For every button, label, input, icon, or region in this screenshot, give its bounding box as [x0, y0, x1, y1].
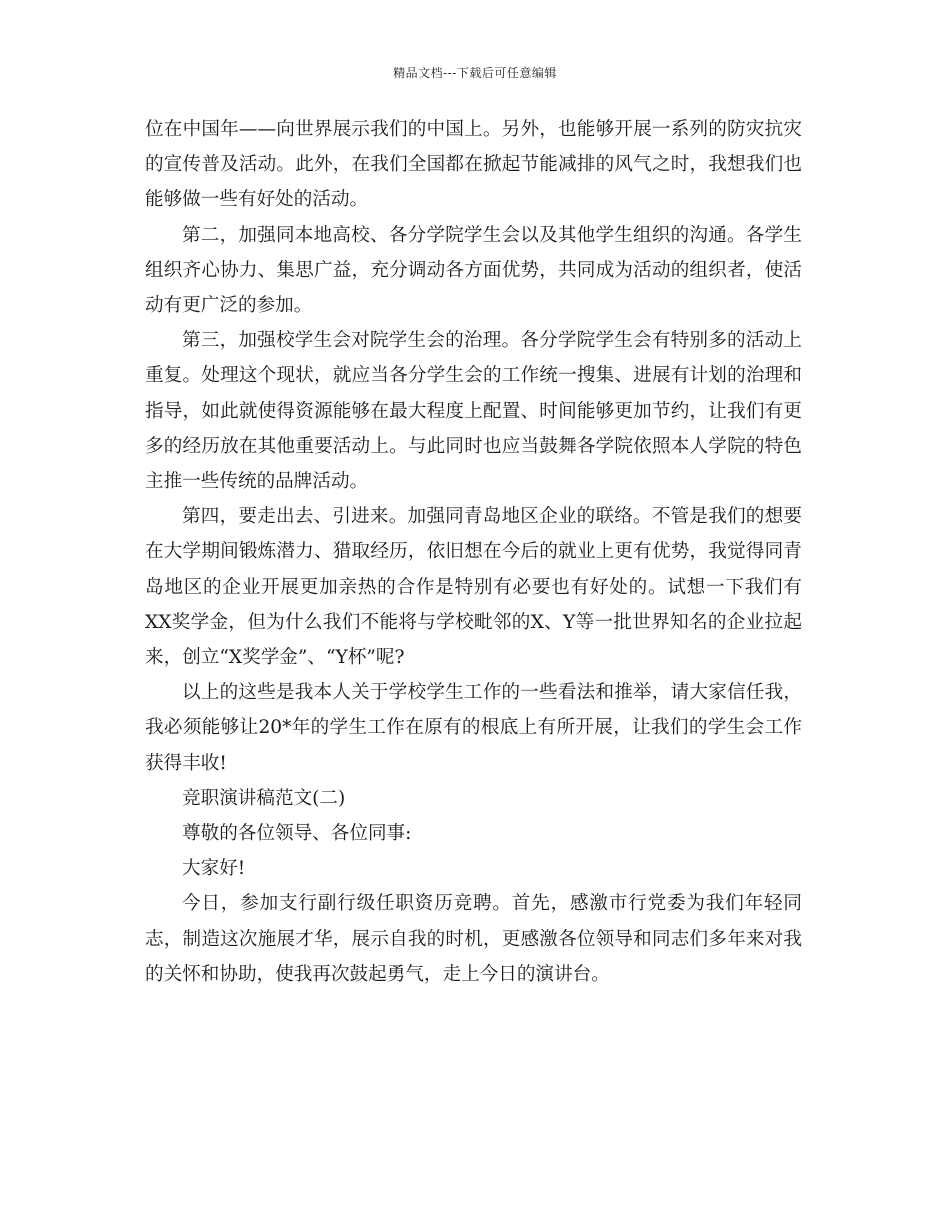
paragraph-second-point: 第二，加强同本地高校、各分学院学生会以及其他学生组织的沟通。各学生组织齐心协力、集思广益，充分调动各方面优势，共同成为活动的组织者，使活动有更广泛的参加。 — [145, 224, 802, 317]
section-title: 竞职演讲稿范文(二) — [182, 787, 346, 809]
document-body — [145, 112, 802, 992]
paragraph-conclusion: 以上的这些是我本人关于学校学生工作的一些看法和推举，请大家信任我，我必须能够让20*年的学生工作在原有的根底上有所开展，让我们的学生会工作获得丰收! — [145, 682, 802, 774]
paragraph-third-point: 第三，加强校学生会对院学生会的治理。各分学院学生会有特别多的活动上重复。处理这个现状，就应当各分学生会的工作统一搜集、进展有计划的治理和指导，如此就使得资源能够在最大程度上配置、时间能够更加节约，让我们有更多的经历放在其他重要活动上。与此同时也应当鼓舞各学院依照本人学院的特色主推一些传统的品牌活动。 — [145, 330, 802, 493]
page-header: 精品文档---下载后可任意编辑 — [393, 66, 557, 80]
paragraph-fourth-point: 第四，要走出去、引进来。加强同青岛地区企业的联络。不管是我们的想要在大学期间锻炼潜力、猎取经历，依旧想在今后的就业上更有优势，我觉得同青岛地区的企业开展更加亲热的合作是特别有必要也有好处的。试想一下我们有XX奖学金，但为什么我们不能将与学校毗邻的X、Y等一批世界知名的企业拉起来，创立“X奖学金”、“Y杯”呢? — [145, 506, 802, 669]
paragraph-opening: 今日，参加支行副行级任职资历竞聘。首先，感激市行党委为我们年轻同志，制造这次施展才华，展示自我的时机，更感激各位领导和同志们多年来对我的关怀和协助，使我再次鼓起勇气，走上今日的演讲台。 — [145, 893, 802, 985]
greeting: 大家好! — [182, 858, 246, 880]
salutation: 尊敬的各位领导、各位同事: — [182, 823, 412, 845]
paragraph-continuation: 位在中国年——向世界展示我们的中国上。另外，也能够开展一系列的防灾抗灾的宣传普及活动。此外，在我们全国都在掀起节能减排的风气之时，我想我们也能够做一些有好处的活动。 — [145, 119, 802, 211]
